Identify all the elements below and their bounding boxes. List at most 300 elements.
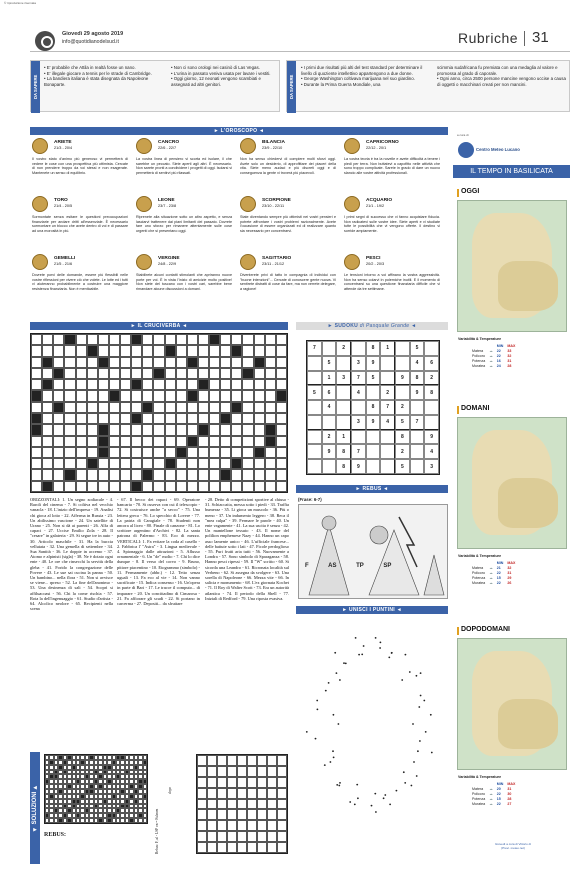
crossword-cell[interactable] bbox=[242, 345, 253, 356]
crossword-cell[interactable] bbox=[31, 481, 42, 492]
sudoku-cell[interactable] bbox=[380, 459, 395, 474]
crossword-cell[interactable] bbox=[109, 345, 120, 356]
crossword-cell[interactable] bbox=[265, 469, 276, 480]
crossword-cell[interactable] bbox=[87, 469, 98, 480]
crossword-cell[interactable] bbox=[42, 368, 53, 379]
crossword-cell[interactable] bbox=[153, 402, 164, 413]
dot[interactable] bbox=[355, 637, 357, 639]
crossword-cell[interactable] bbox=[120, 334, 131, 345]
dot[interactable] bbox=[328, 682, 330, 684]
crossword-cell[interactable] bbox=[254, 469, 265, 480]
crossword-cell[interactable] bbox=[198, 390, 209, 401]
crossword-cell[interactable] bbox=[209, 402, 220, 413]
crossword-cell[interactable] bbox=[64, 424, 75, 435]
dot[interactable] bbox=[375, 811, 377, 813]
crossword-cell[interactable] bbox=[76, 334, 87, 345]
crossword-cell[interactable] bbox=[109, 368, 120, 379]
crossword-cell[interactable] bbox=[142, 458, 153, 469]
dot[interactable] bbox=[357, 797, 359, 799]
sudoku-cell[interactable] bbox=[410, 444, 425, 459]
crossword-cell[interactable] bbox=[242, 469, 253, 480]
crossword-cell[interactable] bbox=[98, 481, 109, 492]
crossword-cell[interactable] bbox=[209, 379, 220, 390]
crossword-cell[interactable] bbox=[42, 458, 53, 469]
crossword-cell[interactable] bbox=[98, 469, 109, 480]
crossword-cell[interactable] bbox=[76, 458, 87, 469]
sudoku-cell[interactable] bbox=[366, 385, 381, 400]
crossword-cell[interactable] bbox=[131, 390, 142, 401]
crossword-cell[interactable] bbox=[31, 357, 42, 368]
crossword-cell[interactable] bbox=[76, 447, 87, 458]
crossword-cell[interactable] bbox=[109, 424, 120, 435]
crossword-cell[interactable] bbox=[176, 413, 187, 424]
sudoku-cell[interactable] bbox=[366, 459, 381, 474]
crossword-cell[interactable] bbox=[276, 436, 287, 447]
crossword-cell[interactable] bbox=[87, 481, 98, 492]
crossword-cell[interactable] bbox=[42, 413, 53, 424]
dot[interactable] bbox=[383, 797, 385, 799]
crossword-cell[interactable] bbox=[98, 413, 109, 424]
dot[interactable] bbox=[334, 652, 336, 654]
dot[interactable] bbox=[417, 750, 419, 752]
crossword-cell[interactable] bbox=[109, 436, 120, 447]
dot[interactable] bbox=[358, 654, 360, 656]
crossword-cell[interactable] bbox=[98, 458, 109, 469]
crossword-cell[interactable] bbox=[198, 334, 209, 345]
crossword-cell[interactable] bbox=[209, 357, 220, 368]
crossword-cell[interactable] bbox=[176, 368, 187, 379]
sudoku-cell[interactable] bbox=[395, 341, 410, 356]
crossword-cell[interactable] bbox=[176, 402, 187, 413]
dot[interactable] bbox=[374, 793, 376, 795]
crossword-cell[interactable] bbox=[76, 390, 87, 401]
connect-dots-puzzle[interactable] bbox=[300, 618, 446, 830]
crossword-cell[interactable] bbox=[220, 424, 231, 435]
crossword-cell[interactable] bbox=[153, 481, 164, 492]
crossword-cell[interactable] bbox=[131, 424, 142, 435]
sudoku-grid[interactable] bbox=[306, 340, 440, 475]
crossword-cell[interactable] bbox=[276, 413, 287, 424]
crossword-cell[interactable] bbox=[220, 357, 231, 368]
crossword-cell[interactable] bbox=[187, 481, 198, 492]
crossword-cell[interactable] bbox=[142, 368, 153, 379]
dot[interactable] bbox=[339, 782, 341, 784]
crossword-cell[interactable] bbox=[242, 334, 253, 345]
crossword-cell[interactable] bbox=[120, 345, 131, 356]
crossword-cell[interactable] bbox=[220, 368, 231, 379]
crossword-cell[interactable] bbox=[242, 402, 253, 413]
sudoku-cell[interactable] bbox=[380, 430, 395, 445]
crossword-cell[interactable] bbox=[87, 357, 98, 368]
crossword-cell[interactable] bbox=[31, 345, 42, 356]
sudoku-cell[interactable] bbox=[410, 430, 425, 445]
crossword-cell[interactable] bbox=[31, 458, 42, 469]
crossword-cell[interactable] bbox=[64, 436, 75, 447]
sudoku-cell[interactable] bbox=[380, 444, 395, 459]
sudoku-cell[interactable] bbox=[336, 356, 351, 371]
crossword-cell[interactable] bbox=[31, 379, 42, 390]
crossword-cell[interactable] bbox=[42, 334, 53, 345]
crossword-cell[interactable] bbox=[53, 458, 64, 469]
sudoku-cell[interactable] bbox=[424, 341, 439, 356]
crossword-cell[interactable] bbox=[31, 334, 42, 345]
crossword-cell[interactable] bbox=[209, 368, 220, 379]
crossword-cell[interactable] bbox=[265, 413, 276, 424]
crossword-cell[interactable] bbox=[231, 481, 242, 492]
crossword-cell[interactable] bbox=[142, 481, 153, 492]
crossword-cell[interactable] bbox=[242, 379, 253, 390]
crossword-cell[interactable] bbox=[142, 357, 153, 368]
dot[interactable] bbox=[423, 700, 425, 702]
crossword-cell[interactable] bbox=[142, 413, 153, 424]
crossword-cell[interactable] bbox=[165, 447, 176, 458]
crossword-cell[interactable] bbox=[76, 379, 87, 390]
crossword-cell[interactable] bbox=[98, 402, 109, 413]
dot[interactable] bbox=[413, 761, 415, 763]
crossword-cell[interactable] bbox=[109, 481, 120, 492]
crossword-cell[interactable] bbox=[165, 390, 176, 401]
crossword-cell[interactable] bbox=[198, 458, 209, 469]
crossword-cell[interactable] bbox=[142, 345, 153, 356]
crossword-cell[interactable] bbox=[242, 458, 253, 469]
crossword-cell[interactable] bbox=[265, 334, 276, 345]
crossword-cell[interactable] bbox=[120, 357, 131, 368]
crossword-cell[interactable] bbox=[187, 368, 198, 379]
crossword-cell[interactable] bbox=[53, 379, 64, 390]
dot[interactable] bbox=[389, 804, 391, 806]
crossword-cell[interactable] bbox=[176, 481, 187, 492]
dot[interactable] bbox=[333, 714, 335, 716]
crossword-cell[interactable] bbox=[176, 458, 187, 469]
crossword-cell[interactable] bbox=[142, 424, 153, 435]
crossword-cell[interactable] bbox=[242, 357, 253, 368]
crossword-cell[interactable] bbox=[42, 390, 53, 401]
crossword-cell[interactable] bbox=[64, 345, 75, 356]
crossword-cell[interactable] bbox=[76, 345, 87, 356]
crossword-cell[interactable] bbox=[31, 447, 42, 458]
crossword-cell[interactable] bbox=[76, 436, 87, 447]
crossword-cell[interactable] bbox=[165, 413, 176, 424]
crossword-cell[interactable] bbox=[64, 402, 75, 413]
crossword-cell[interactable] bbox=[265, 458, 276, 469]
crossword-cell[interactable] bbox=[165, 357, 176, 368]
dot[interactable] bbox=[316, 700, 318, 702]
crossword-cell[interactable] bbox=[76, 368, 87, 379]
crossword-cell[interactable] bbox=[53, 345, 64, 356]
dot[interactable] bbox=[345, 663, 347, 665]
crossword-cell[interactable] bbox=[276, 334, 287, 345]
crossword-cell[interactable] bbox=[209, 447, 220, 458]
crossword-cell[interactable] bbox=[209, 413, 220, 424]
crossword-cell[interactable] bbox=[98, 379, 109, 390]
crossword-cell[interactable] bbox=[31, 368, 42, 379]
crossword-cell[interactable] bbox=[109, 334, 120, 345]
crossword-cell[interactable] bbox=[176, 379, 187, 390]
crossword-cell[interactable] bbox=[231, 413, 242, 424]
sudoku-cell[interactable] bbox=[424, 400, 439, 415]
crossword-cell[interactable] bbox=[176, 357, 187, 368]
crossword-cell[interactable] bbox=[31, 436, 42, 447]
crossword-cell[interactable] bbox=[142, 334, 153, 345]
dot[interactable] bbox=[416, 675, 418, 677]
crossword-cell[interactable] bbox=[220, 345, 231, 356]
crossword-cell[interactable] bbox=[109, 469, 120, 480]
dot[interactable] bbox=[405, 654, 407, 656]
dot[interactable] bbox=[354, 804, 356, 806]
crossword-cell[interactable] bbox=[187, 402, 198, 413]
sudoku-cell[interactable] bbox=[336, 415, 351, 430]
contact-email[interactable]: info@quotidianodelsud.it bbox=[62, 39, 119, 45]
crossword-cell[interactable] bbox=[231, 379, 242, 390]
crossword-cell[interactable] bbox=[142, 390, 153, 401]
sudoku-cell[interactable] bbox=[322, 415, 337, 430]
crossword-cell[interactable] bbox=[120, 424, 131, 435]
crossword-cell[interactable] bbox=[64, 379, 75, 390]
dot[interactable] bbox=[380, 642, 382, 644]
crossword-cell[interactable] bbox=[209, 390, 220, 401]
crossword-cell[interactable] bbox=[87, 447, 98, 458]
crossword-cell[interactable] bbox=[109, 402, 120, 413]
crossword-cell[interactable] bbox=[109, 458, 120, 469]
crossword-cell[interactable] bbox=[131, 345, 142, 356]
crossword-cell[interactable] bbox=[276, 345, 287, 356]
sudoku-cell[interactable] bbox=[307, 459, 322, 474]
crossword-cell[interactable] bbox=[131, 402, 142, 413]
crossword-cell[interactable] bbox=[187, 345, 198, 356]
crossword-cell[interactable] bbox=[153, 413, 164, 424]
crossword-cell[interactable] bbox=[231, 357, 242, 368]
crossword-cell[interactable] bbox=[53, 334, 64, 345]
sudoku-cell[interactable] bbox=[424, 415, 439, 430]
crossword-cell[interactable] bbox=[176, 424, 187, 435]
dot[interactable] bbox=[371, 805, 373, 807]
crossword-cell[interactable] bbox=[265, 447, 276, 458]
crossword-cell[interactable] bbox=[131, 469, 142, 480]
crossword-cell[interactable] bbox=[254, 481, 265, 492]
crossword-cell[interactable] bbox=[209, 469, 220, 480]
dot[interactable] bbox=[324, 764, 326, 766]
sudoku-cell[interactable] bbox=[322, 341, 337, 356]
dot[interactable] bbox=[391, 652, 393, 654]
dot[interactable] bbox=[330, 761, 332, 763]
crossword-cell[interactable] bbox=[198, 345, 209, 356]
crossword-cell[interactable] bbox=[187, 469, 198, 480]
crossword-cell[interactable] bbox=[87, 436, 98, 447]
crossword-cell[interactable] bbox=[231, 390, 242, 401]
crossword-cell[interactable] bbox=[198, 368, 209, 379]
crossword-cell[interactable] bbox=[254, 379, 265, 390]
crossword-cell[interactable] bbox=[176, 469, 187, 480]
crossword-cell[interactable] bbox=[231, 368, 242, 379]
crossword-cell[interactable] bbox=[53, 390, 64, 401]
dot[interactable] bbox=[396, 790, 398, 792]
dot[interactable] bbox=[338, 723, 340, 725]
crossword-cell[interactable] bbox=[64, 458, 75, 469]
crossword-cell[interactable] bbox=[276, 368, 287, 379]
crossword-cell[interactable] bbox=[131, 447, 142, 458]
crossword-cell[interactable] bbox=[53, 357, 64, 368]
crossword-cell[interactable] bbox=[64, 413, 75, 424]
dot[interactable] bbox=[404, 782, 406, 784]
sudoku-cell[interactable] bbox=[380, 356, 395, 371]
crossword-cell[interactable] bbox=[76, 402, 87, 413]
sudoku-cell[interactable] bbox=[351, 400, 366, 415]
dot[interactable] bbox=[356, 784, 358, 786]
crossword-cell[interactable] bbox=[198, 402, 209, 413]
dot[interactable] bbox=[411, 785, 413, 787]
crossword-cell[interactable] bbox=[120, 368, 131, 379]
crossword-cell[interactable] bbox=[131, 368, 142, 379]
crossword-cell[interactable] bbox=[276, 357, 287, 368]
crossword-cell[interactable] bbox=[165, 368, 176, 379]
crossword-cell[interactable] bbox=[76, 424, 87, 435]
crossword-cell[interactable] bbox=[242, 447, 253, 458]
crossword-cell[interactable] bbox=[209, 436, 220, 447]
crossword-cell[interactable] bbox=[209, 458, 220, 469]
crossword-cell[interactable] bbox=[153, 379, 164, 390]
sudoku-cell[interactable] bbox=[307, 415, 322, 430]
crossword-cell[interactable] bbox=[254, 424, 265, 435]
crossword-cell[interactable] bbox=[187, 458, 198, 469]
crossword-cell[interactable] bbox=[276, 402, 287, 413]
crossword-cell[interactable] bbox=[153, 334, 164, 345]
crossword-cell[interactable] bbox=[198, 357, 209, 368]
dot[interactable] bbox=[384, 794, 386, 796]
crossword-cell[interactable] bbox=[76, 357, 87, 368]
crossword-cell[interactable] bbox=[120, 413, 131, 424]
crossword-cell[interactable] bbox=[98, 334, 109, 345]
dot[interactable] bbox=[338, 785, 340, 787]
crossword-cell[interactable] bbox=[242, 390, 253, 401]
dot[interactable] bbox=[339, 679, 341, 681]
crossword-cell[interactable] bbox=[231, 447, 242, 458]
sudoku-cell[interactable] bbox=[322, 459, 337, 474]
crossword-cell[interactable] bbox=[98, 368, 109, 379]
crossword-cell[interactable] bbox=[120, 481, 131, 492]
crossword-cell[interactable] bbox=[42, 447, 53, 458]
dot[interactable] bbox=[349, 801, 351, 803]
dot[interactable] bbox=[325, 690, 327, 692]
crossword-cell[interactable] bbox=[153, 458, 164, 469]
crossword-cell[interactable] bbox=[142, 447, 153, 458]
crossword-cell[interactable] bbox=[242, 481, 253, 492]
dot[interactable] bbox=[425, 731, 427, 733]
crossword-cell[interactable] bbox=[176, 345, 187, 356]
crossword-cell[interactable] bbox=[220, 447, 231, 458]
crossword-cell[interactable] bbox=[254, 334, 265, 345]
crossword-cell[interactable] bbox=[254, 413, 265, 424]
crossword-cell[interactable] bbox=[265, 379, 276, 390]
crossword-cell[interactable] bbox=[165, 379, 176, 390]
crossword-cell[interactable] bbox=[87, 334, 98, 345]
crossword-cell[interactable] bbox=[64, 390, 75, 401]
dot[interactable] bbox=[317, 709, 319, 711]
crossword-cell[interactable] bbox=[42, 436, 53, 447]
crossword-cell[interactable] bbox=[165, 334, 176, 345]
crossword-cell[interactable] bbox=[265, 402, 276, 413]
crossword-cell[interactable] bbox=[220, 481, 231, 492]
crossword-cell[interactable] bbox=[42, 402, 53, 413]
crossword-cell[interactable] bbox=[276, 379, 287, 390]
sudoku-cell[interactable] bbox=[307, 400, 322, 415]
crossword-cell[interactable] bbox=[87, 368, 98, 379]
dot[interactable] bbox=[420, 672, 422, 674]
crossword-cell[interactable] bbox=[87, 424, 98, 435]
dot[interactable] bbox=[306, 731, 308, 733]
crossword-cell[interactable] bbox=[42, 469, 53, 480]
dot[interactable] bbox=[333, 757, 335, 759]
crossword-cell[interactable] bbox=[176, 390, 187, 401]
crossword-cell[interactable] bbox=[53, 469, 64, 480]
crossword-cell[interactable] bbox=[265, 390, 276, 401]
crossword-cell[interactable] bbox=[142, 436, 153, 447]
crossword-cell[interactable] bbox=[53, 413, 64, 424]
dot[interactable] bbox=[418, 706, 420, 708]
dot[interactable] bbox=[363, 645, 365, 647]
crossword-cell[interactable] bbox=[187, 413, 198, 424]
dot[interactable] bbox=[403, 771, 405, 773]
crossword-cell[interactable] bbox=[198, 436, 209, 447]
crossword-cell[interactable] bbox=[153, 357, 164, 368]
crossword-cell[interactable] bbox=[242, 413, 253, 424]
crossword-cell[interactable] bbox=[42, 345, 53, 356]
crossword-cell[interactable] bbox=[120, 458, 131, 469]
crossword-cell[interactable] bbox=[231, 436, 242, 447]
crossword-cell[interactable] bbox=[153, 424, 164, 435]
crossword-cell[interactable] bbox=[31, 469, 42, 480]
crossword-cell[interactable] bbox=[276, 447, 287, 458]
sudoku-cell[interactable] bbox=[366, 430, 381, 445]
crossword-cell[interactable] bbox=[165, 469, 176, 480]
crossword-cell[interactable] bbox=[231, 469, 242, 480]
crossword-cell[interactable] bbox=[42, 424, 53, 435]
crossword-cell[interactable] bbox=[53, 436, 64, 447]
crossword-cell[interactable] bbox=[209, 424, 220, 435]
crossword-cell[interactable] bbox=[265, 357, 276, 368]
crossword-cell[interactable] bbox=[98, 345, 109, 356]
crossword-cell[interactable] bbox=[276, 424, 287, 435]
dot[interactable] bbox=[315, 738, 317, 740]
dot[interactable] bbox=[388, 657, 390, 659]
crossword-cell[interactable] bbox=[131, 458, 142, 469]
crossword-cell[interactable] bbox=[109, 357, 120, 368]
crossword-cell[interactable] bbox=[31, 402, 42, 413]
dot[interactable] bbox=[336, 672, 338, 674]
crossword-cell[interactable] bbox=[254, 458, 265, 469]
sudoku-cell[interactable] bbox=[307, 444, 322, 459]
sudoku-cell[interactable] bbox=[410, 459, 425, 474]
crossword-cell[interactable] bbox=[220, 402, 231, 413]
crossword-cell[interactable] bbox=[153, 469, 164, 480]
crossword-cell[interactable] bbox=[254, 436, 265, 447]
sudoku-cell[interactable] bbox=[395, 385, 410, 400]
crossword-cell[interactable] bbox=[120, 436, 131, 447]
sudoku-cell[interactable] bbox=[307, 430, 322, 445]
crossword-cell[interactable] bbox=[64, 481, 75, 492]
crossword-cell[interactable] bbox=[220, 436, 231, 447]
crossword-cell[interactable] bbox=[254, 402, 265, 413]
crossword-cell[interactable] bbox=[187, 379, 198, 390]
sudoku-cell[interactable] bbox=[307, 356, 322, 371]
crossword-cell[interactable] bbox=[120, 379, 131, 390]
sudoku-cell[interactable] bbox=[395, 356, 410, 371]
dot[interactable] bbox=[412, 723, 414, 725]
sudoku-cell[interactable] bbox=[351, 341, 366, 356]
crossword-cell[interactable] bbox=[187, 334, 198, 345]
crossword-cell[interactable] bbox=[142, 379, 153, 390]
crossword-cell[interactable] bbox=[276, 469, 287, 480]
crossword-cell[interactable] bbox=[109, 447, 120, 458]
